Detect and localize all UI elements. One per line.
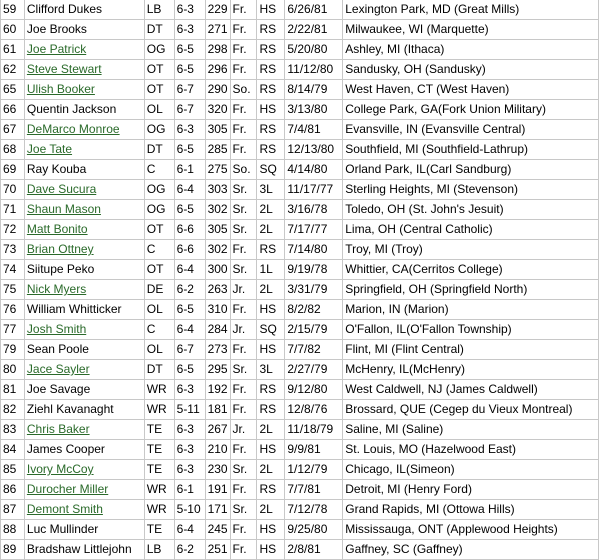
birthdate-cell: 12/13/80 (285, 140, 343, 160)
birthdate-cell: 7/4/81 (285, 120, 343, 140)
player-profile-link[interactable]: Jace Sayler (26, 362, 90, 376)
birthdate-cell: 11/18/79 (285, 420, 343, 440)
player-name-cell: Joe Brooks (24, 20, 144, 40)
hometown-cell: Marion, IN (Marion) (343, 300, 599, 320)
hometown-cell: McHenry, IL(McHenry) (343, 360, 599, 380)
hometown-cell: Grand Rapids, MI (Ottowa Hills) (343, 500, 599, 520)
jersey-number-cell: 89 (1, 540, 25, 560)
experience-cell: HS (257, 520, 285, 540)
table-row (1, 360, 599, 380)
player-name-cell: Clifford Dukes (24, 0, 144, 20)
position-cell: OT (144, 60, 174, 80)
position-cell: TE (144, 460, 174, 480)
jersey-number-cell: 82 (1, 400, 25, 420)
table-row (1, 500, 599, 520)
table-row (1, 120, 599, 140)
class-year-cell: Fr. (230, 520, 257, 540)
position-cell: DT (144, 140, 174, 160)
jersey-number-cell: 77 (1, 320, 25, 340)
birthdate-cell: 1/12/79 (285, 460, 343, 480)
hometown-cell: Sterling Heights, MI (Stevenson) (343, 180, 599, 200)
table-row (1, 140, 599, 160)
class-year-cell: Fr. (230, 300, 257, 320)
table-row (1, 20, 599, 40)
class-year-cell: Fr. (230, 20, 257, 40)
weight-cell: 229 (205, 0, 230, 20)
table-row (1, 300, 599, 320)
position-cell: DE (144, 280, 174, 300)
table-row (1, 80, 599, 100)
experience-cell: 1L (257, 260, 285, 280)
player-name-cell: Siitupe Peko (24, 260, 144, 280)
class-year-cell: Fr. (230, 380, 257, 400)
weight-cell: 302 (205, 240, 230, 260)
player-name-cell (24, 480, 144, 500)
table-row (1, 60, 599, 80)
hometown-cell: Southfield, MI (Southfield-Lathrup) (343, 140, 599, 160)
jersey-number-cell: 73 (1, 240, 25, 260)
jersey-number-cell: 71 (1, 200, 25, 220)
class-year-cell: Jr. (230, 420, 257, 440)
table-row (1, 180, 599, 200)
jersey-number-cell: 84 (1, 440, 25, 460)
experience-cell: SQ (257, 160, 285, 180)
hometown-cell: Ashley, MI (Ithaca) (343, 40, 599, 60)
position-cell: C (144, 240, 174, 260)
experience-cell: HS (257, 440, 285, 460)
jersey-number-cell: 74 (1, 260, 25, 280)
height-cell: 6-3 (174, 420, 205, 440)
weight-cell: 245 (205, 520, 230, 540)
jersey-number-cell: 86 (1, 480, 25, 500)
hometown-cell: Orland Park, IL(Carl Sandburg) (343, 160, 599, 180)
position-cell: OG (144, 180, 174, 200)
experience-cell: 2L (257, 500, 285, 520)
birthdate-cell: 9/9/81 (285, 440, 343, 460)
class-year-cell: Sr. (230, 460, 257, 480)
height-cell: 6-5 (174, 200, 205, 220)
player-profile-link[interactable]: Chris Baker (26, 422, 90, 436)
position-cell: OL (144, 340, 174, 360)
jersey-number-cell: 85 (1, 460, 25, 480)
player-name-cell (24, 200, 144, 220)
class-year-cell: Sr. (230, 180, 257, 200)
table-row (1, 320, 599, 340)
experience-cell: HS (257, 300, 285, 320)
position-cell: WR (144, 480, 174, 500)
weight-cell: 305 (205, 220, 230, 240)
table-row (1, 480, 599, 500)
height-cell: 6-4 (174, 520, 205, 540)
player-name-cell (24, 60, 144, 80)
jersey-number-cell: 67 (1, 120, 25, 140)
class-year-cell: Fr. (230, 40, 257, 60)
player-profile-link[interactable]: Nick Myers (26, 282, 87, 296)
class-year-cell: Fr. (230, 140, 257, 160)
player-profile-link[interactable]: Durocher Miller (26, 482, 109, 496)
table-row (1, 200, 599, 220)
player-name-cell: Ray Kouba (24, 160, 144, 180)
hometown-cell: Gaffney, SC (Gaffney) (343, 540, 599, 560)
table-row (1, 520, 599, 540)
hometown-cell: College Park, GA(Fork Union Military) (343, 100, 599, 120)
height-cell: 6-3 (174, 120, 205, 140)
height-cell: 6-3 (174, 0, 205, 20)
position-cell: OT (144, 220, 174, 240)
position-cell: OL (144, 300, 174, 320)
player-name-cell (24, 180, 144, 200)
hometown-cell: Lima, OH (Central Catholic) (343, 220, 599, 240)
experience-cell: RS (257, 60, 285, 80)
weight-cell: 303 (205, 180, 230, 200)
position-cell: LB (144, 0, 174, 20)
experience-cell: RS (257, 240, 285, 260)
weight-cell: 296 (205, 60, 230, 80)
jersey-number-cell: 61 (1, 40, 25, 60)
jersey-number-cell: 66 (1, 100, 25, 120)
experience-cell: RS (257, 20, 285, 40)
weight-cell: 171 (205, 500, 230, 520)
player-name-cell: Sean Poole (24, 340, 144, 360)
weight-cell: 305 (205, 120, 230, 140)
class-year-cell: Sr. (230, 500, 257, 520)
class-year-cell: Fr. (230, 120, 257, 140)
experience-cell: RS (257, 120, 285, 140)
hometown-cell: Detroit, MI (Henry Ford) (343, 480, 599, 500)
position-cell: DT (144, 20, 174, 40)
weight-cell: 320 (205, 100, 230, 120)
experience-cell: 3L (257, 180, 285, 200)
experience-cell: RS (257, 80, 285, 100)
height-cell: 6-4 (174, 180, 205, 200)
hometown-cell: Evansville, IN (Evansville Central) (343, 120, 599, 140)
hometown-cell: Saline, MI (Saline) (343, 420, 599, 440)
class-year-cell: So. (230, 80, 257, 100)
class-year-cell: Sr. (230, 220, 257, 240)
height-cell: 6-5 (174, 140, 205, 160)
birthdate-cell: 2/27/79 (285, 360, 343, 380)
jersey-number-cell: 81 (1, 380, 25, 400)
class-year-cell: So. (230, 160, 257, 180)
player-name-cell (24, 460, 144, 480)
height-cell: 6-3 (174, 440, 205, 460)
weight-cell: 310 (205, 300, 230, 320)
weight-cell: 230 (205, 460, 230, 480)
height-cell: 6-6 (174, 220, 205, 240)
birthdate-cell: 9/12/80 (285, 380, 343, 400)
birthdate-cell: 3/16/78 (285, 200, 343, 220)
jersey-number-cell: 76 (1, 300, 25, 320)
weight-cell: 267 (205, 420, 230, 440)
weight-cell: 251 (205, 540, 230, 560)
birthdate-cell: 12/8/76 (285, 400, 343, 420)
player-name-cell: Bradshaw Littlejohn (24, 540, 144, 560)
height-cell: 5-11 (174, 400, 205, 420)
experience-cell: HS (257, 100, 285, 120)
table-row (1, 280, 599, 300)
hometown-cell: St. Louis, MO (Hazelwood East) (343, 440, 599, 460)
birthdate-cell: 2/15/79 (285, 320, 343, 340)
player-profile-link[interactable]: Demont Smith (26, 502, 103, 516)
player-name-cell: William Whitticker (24, 300, 144, 320)
class-year-cell: Fr. (230, 440, 257, 460)
jersey-number-cell: 60 (1, 20, 25, 40)
position-cell: WR (144, 400, 174, 420)
birthdate-cell: 11/17/77 (285, 180, 343, 200)
experience-cell: 2L (257, 460, 285, 480)
weight-cell: 284 (205, 320, 230, 340)
experience-cell: RS (257, 480, 285, 500)
birthdate-cell: 7/7/81 (285, 480, 343, 500)
class-year-cell: Fr. (230, 0, 257, 20)
player-profile-link[interactable]: Joe Patrick (26, 42, 87, 56)
experience-cell: RS (257, 40, 285, 60)
class-year-cell: Fr. (230, 540, 257, 560)
player-profile-link[interactable]: Shaun Mason (26, 202, 101, 216)
player-profile-link[interactable]: DeMarco Monroe (26, 122, 120, 136)
class-year-cell: Jr. (230, 280, 257, 300)
player-profile-link[interactable]: Dave Sucura (26, 182, 97, 196)
height-cell: 6-7 (174, 100, 205, 120)
birthdate-cell: 2/22/81 (285, 20, 343, 40)
table-row (1, 400, 599, 420)
table-row (1, 540, 599, 560)
class-year-cell: Fr. (230, 240, 257, 260)
birthdate-cell: 7/14/80 (285, 240, 343, 260)
weight-cell: 298 (205, 40, 230, 60)
birthdate-cell: 2/8/81 (285, 540, 343, 560)
position-cell: C (144, 160, 174, 180)
player-name-cell: Quentin Jackson (24, 100, 144, 120)
table-row (1, 220, 599, 240)
experience-cell: RS (257, 380, 285, 400)
jersey-number-cell: 75 (1, 280, 25, 300)
birthdate-cell: 7/17/77 (285, 220, 343, 240)
birthdate-cell: 3/13/80 (285, 100, 343, 120)
player-name-cell (24, 320, 144, 340)
weight-cell: 295 (205, 360, 230, 380)
height-cell: 6-5 (174, 60, 205, 80)
jersey-number-cell: 83 (1, 420, 25, 440)
hometown-cell: Chicago, IL(Simeon) (343, 460, 599, 480)
class-year-cell: Sr. (230, 200, 257, 220)
player-name-cell (24, 420, 144, 440)
player-name-cell (24, 120, 144, 140)
table-row (1, 440, 599, 460)
height-cell: 6-2 (174, 540, 205, 560)
height-cell: 6-3 (174, 20, 205, 40)
position-cell: WR (144, 500, 174, 520)
position-cell: OL (144, 100, 174, 120)
hometown-cell: Whittier, CA(Cerritos College) (343, 260, 599, 280)
birthdate-cell: 4/14/80 (285, 160, 343, 180)
player-name-cell (24, 140, 144, 160)
position-cell: TE (144, 440, 174, 460)
roster-body (1, 0, 599, 560)
birthdate-cell: 7/7/82 (285, 340, 343, 360)
experience-cell: 2L (257, 220, 285, 240)
table-row (1, 100, 599, 120)
player-name-cell: Ziehl Kavanaght (24, 400, 144, 420)
experience-cell: RS (257, 400, 285, 420)
jersey-number-cell: 79 (1, 340, 25, 360)
experience-cell: 2L (257, 420, 285, 440)
position-cell: DT (144, 360, 174, 380)
height-cell: 6-5 (174, 40, 205, 60)
player-name-cell (24, 220, 144, 240)
experience-cell: 3L (257, 360, 285, 380)
player-name-cell (24, 280, 144, 300)
experience-cell: RS (257, 140, 285, 160)
table-row (1, 380, 599, 400)
jersey-number-cell: 69 (1, 160, 25, 180)
weight-cell: 273 (205, 340, 230, 360)
table-row (1, 460, 599, 480)
weight-cell: 210 (205, 440, 230, 460)
weight-cell: 275 (205, 160, 230, 180)
experience-cell: 2L (257, 200, 285, 220)
experience-cell: HS (257, 340, 285, 360)
player-name-cell (24, 500, 144, 520)
jersey-number-cell: 88 (1, 520, 25, 540)
hometown-cell: Brossard, QUE (Cegep du Vieux Montreal) (343, 400, 599, 420)
player-profile-link[interactable]: Ivory McCoy (26, 462, 94, 476)
class-year-cell: Fr. (230, 400, 257, 420)
birthdate-cell: 5/20/80 (285, 40, 343, 60)
table-row (1, 40, 599, 60)
jersey-number-cell: 65 (1, 80, 25, 100)
player-name-cell: Luc Mullinder (24, 520, 144, 540)
birthdate-cell: 11/12/80 (285, 60, 343, 80)
player-name-cell (24, 240, 144, 260)
jersey-number-cell: 59 (1, 0, 25, 20)
weight-cell: 300 (205, 260, 230, 280)
height-cell: 6-1 (174, 160, 205, 180)
birthdate-cell: 3/31/79 (285, 280, 343, 300)
position-cell: OT (144, 80, 174, 100)
height-cell: 6-5 (174, 300, 205, 320)
birthdate-cell: 8/14/79 (285, 80, 343, 100)
class-year-cell: Fr. (230, 60, 257, 80)
table-row (1, 240, 599, 260)
hometown-cell: Springfield, OH (Springfield North) (343, 280, 599, 300)
player-profile-link[interactable]: Josh Smith (26, 322, 87, 336)
height-cell: 5-10 (174, 500, 205, 520)
birthdate-cell: 6/26/81 (285, 0, 343, 20)
weight-cell: 181 (205, 400, 230, 420)
weight-cell: 290 (205, 80, 230, 100)
height-cell: 6-4 (174, 320, 205, 340)
position-cell: C (144, 320, 174, 340)
experience-cell: 2L (257, 280, 285, 300)
height-cell: 6-7 (174, 340, 205, 360)
hometown-cell: Flint, MI (Flint Central) (343, 340, 599, 360)
position-cell: OG (144, 120, 174, 140)
hometown-cell: O'Fallon, IL(O'Fallon Township) (343, 320, 599, 340)
birthdate-cell: 9/19/78 (285, 260, 343, 280)
player-name-cell: Joe Savage (24, 380, 144, 400)
hometown-cell: Toledo, OH (St. John's Jesuit) (343, 200, 599, 220)
position-cell: TE (144, 520, 174, 540)
hometown-cell: West Haven, CT (West Haven) (343, 80, 599, 100)
position-cell: OG (144, 40, 174, 60)
jersey-number-cell: 70 (1, 180, 25, 200)
class-year-cell: Jr. (230, 320, 257, 340)
player-name-cell (24, 40, 144, 60)
class-year-cell: Sr. (230, 260, 257, 280)
jersey-number-cell: 72 (1, 220, 25, 240)
class-year-cell: Fr. (230, 480, 257, 500)
jersey-number-cell: 87 (1, 500, 25, 520)
player-name-cell: James Cooper (24, 440, 144, 460)
experience-cell: SQ (257, 320, 285, 340)
experience-cell: HS (257, 0, 285, 20)
weight-cell: 285 (205, 140, 230, 160)
position-cell: WR (144, 380, 174, 400)
table-row (1, 340, 599, 360)
experience-cell: HS (257, 540, 285, 560)
height-cell: 6-1 (174, 480, 205, 500)
class-year-cell: Fr. (230, 340, 257, 360)
height-cell: 6-5 (174, 360, 205, 380)
hometown-cell: Sandusky, OH (Sandusky) (343, 60, 599, 80)
height-cell: 6-7 (174, 80, 205, 100)
class-year-cell: Fr. (230, 100, 257, 120)
height-cell: 6-4 (174, 260, 205, 280)
weight-cell: 263 (205, 280, 230, 300)
birthdate-cell: 8/2/82 (285, 300, 343, 320)
birthdate-cell: 7/12/78 (285, 500, 343, 520)
position-cell: OT (144, 260, 174, 280)
birthdate-cell: 9/25/80 (285, 520, 343, 540)
player-profile-link[interactable]: Steve Stewart (26, 62, 102, 76)
hometown-cell: Milwaukee, WI (Marquette) (343, 20, 599, 40)
jersey-number-cell: 80 (1, 360, 25, 380)
jersey-number-cell: 62 (1, 60, 25, 80)
jersey-number-cell: 68 (1, 140, 25, 160)
table-row (1, 260, 599, 280)
position-cell: LB (144, 540, 174, 560)
player-name-cell (24, 360, 144, 380)
hometown-cell: Troy, MI (Troy) (343, 240, 599, 260)
position-cell: OG (144, 200, 174, 220)
weight-cell: 302 (205, 200, 230, 220)
weight-cell: 191 (205, 480, 230, 500)
height-cell: 6-2 (174, 280, 205, 300)
table-row (1, 420, 599, 440)
height-cell: 6-6 (174, 240, 205, 260)
class-year-cell: Sr. (230, 360, 257, 380)
table-row (1, 0, 599, 20)
table-row (1, 160, 599, 180)
hometown-cell: Lexington Park, MD (Great Mills) (343, 0, 599, 20)
hometown-cell: Mississauga, ONT (Applewood Heights) (343, 520, 599, 540)
weight-cell: 192 (205, 380, 230, 400)
player-name-cell (24, 80, 144, 100)
player-profile-link[interactable]: Brian Ottney (26, 242, 94, 256)
position-cell: TE (144, 420, 174, 440)
hometown-cell: West Caldwell, NJ (James Caldwell) (343, 380, 599, 400)
player-profile-link[interactable]: Joe Tate (26, 142, 73, 156)
height-cell: 6-3 (174, 380, 205, 400)
height-cell: 6-3 (174, 460, 205, 480)
weight-cell: 271 (205, 20, 230, 40)
player-profile-link[interactable]: Matt Bonito (26, 222, 88, 236)
player-profile-link[interactable]: Ulish Booker (26, 82, 95, 96)
